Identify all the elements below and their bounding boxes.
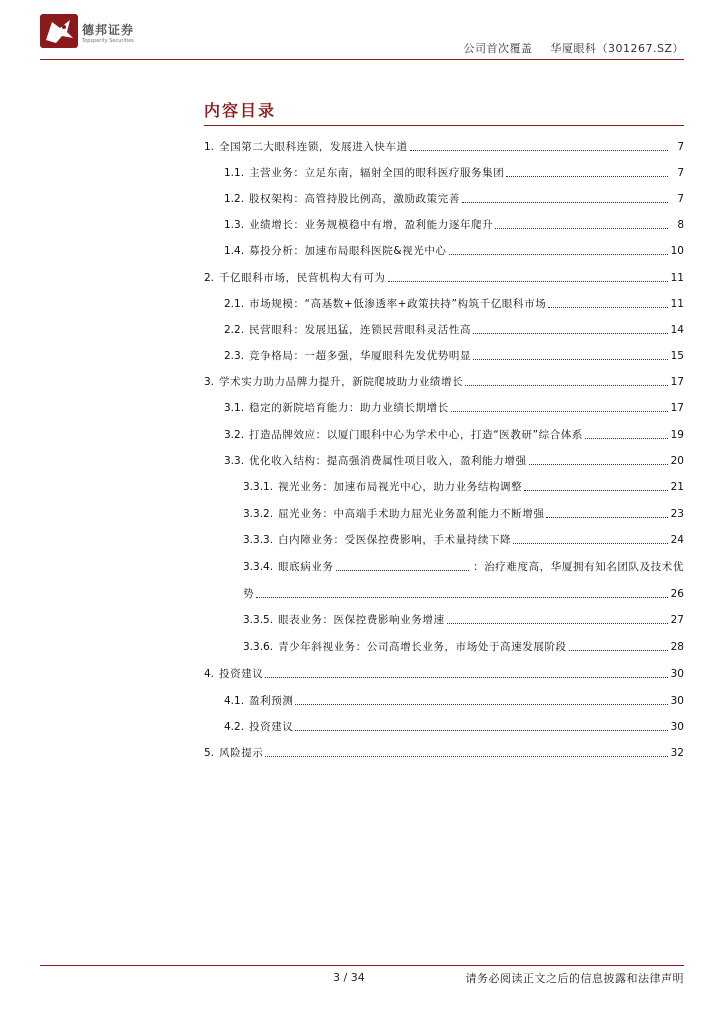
toc-entry-number: 3.	[204, 376, 215, 388]
toc-entry[interactable]	[243, 613, 684, 627]
toc-entry[interactable]	[243, 507, 684, 521]
toc-entry-text: 学术实力助力品牌力提升，新院爬坡助力业绩增长	[219, 376, 464, 388]
toc-leader	[524, 490, 668, 491]
toc-entry-wrapped[interactable]	[243, 560, 684, 574]
toc-entry-number: 1.1.	[224, 167, 245, 179]
toc-entry-text: 募投分析：加速布局眼科医院&视光中心	[249, 245, 447, 257]
toc-entry[interactable]	[204, 667, 684, 681]
toc-entry-number: 2.	[204, 272, 215, 284]
toc-leader	[465, 385, 668, 386]
toc-entry-page: 30	[670, 668, 684, 680]
toc-entry-page: 7	[677, 167, 684, 179]
toc-entry-page: 10	[670, 245, 684, 257]
toc-entry-number: 3.3.6.	[243, 641, 274, 653]
toc-leader	[473, 333, 668, 334]
toc-leader	[529, 464, 668, 465]
toc-entry[interactable]	[204, 140, 684, 154]
toc-leader	[546, 517, 668, 518]
toc-entry-text-continued: 势	[243, 588, 255, 600]
toc-entry-text: 股权架构：高管持股比例高，激励政策完善	[249, 193, 460, 205]
toc-entry-text: 千亿眼科市场，民营机构大有可为	[219, 272, 386, 284]
toc-entry[interactable]	[224, 428, 684, 442]
toc-entry-number: 1.	[204, 141, 215, 153]
toc-entry[interactable]	[224, 218, 684, 232]
toc-title: 内容目录	[204, 101, 277, 120]
toc-entry-number: 3.2.	[224, 429, 245, 441]
toc-leader	[265, 756, 668, 757]
toc-leader	[495, 228, 668, 229]
toc-entry[interactable]	[243, 640, 684, 654]
toc-entry-number: 4.2.	[224, 721, 245, 733]
toc-entry-page: 27	[670, 614, 684, 626]
toc-entry[interactable]	[224, 720, 684, 734]
toc-entry-number: 3.3.3.	[243, 534, 274, 546]
toc-leader	[462, 202, 668, 203]
toc-entry-page: 17	[670, 402, 684, 414]
toc-entry-page: 7	[677, 193, 684, 205]
toc-entry-text: 屈光业务：中高端手术助力屈光业务盈利能力不断增强	[278, 508, 545, 520]
toc-entry-number: 3.1.	[224, 402, 245, 414]
page-number: 3 / 34	[333, 971, 365, 984]
brand-name-en: Topsperity Securities	[82, 38, 134, 44]
toc-entry-page: 15	[670, 350, 684, 362]
toc-entry[interactable]	[224, 166, 684, 180]
toc-leader	[447, 623, 668, 624]
toc-entry-number: 3.3.2.	[243, 508, 274, 520]
company-name: 华厦眼科（301267.SZ）	[550, 42, 684, 55]
legal-disclaimer: 请务必阅读正文之后的信息披露和法律声明	[465, 972, 684, 985]
toc-entry-text: 稳定的新院培育能力：助力业绩长期增长	[249, 402, 449, 414]
toc-entry-page: 7	[677, 141, 684, 153]
toc-leader	[410, 150, 668, 151]
toc-leader	[585, 438, 668, 439]
toc-entry-page: 24	[670, 534, 684, 546]
toc-entry-text: 眼表业务：医保控费影响业务增速	[278, 614, 445, 626]
toc-entry-text-continued: ：治疗难度高，华厦拥有知名团队及技术优	[473, 561, 684, 573]
toc-leader	[569, 650, 668, 651]
toc-entry-page: 8	[677, 219, 684, 231]
toc-entry-page: 14	[670, 324, 684, 336]
toc-entry-number: 3.3.5.	[243, 614, 274, 626]
toc-entry-text: 青少年斜视业务：公司高增长业务，市场处于高速发展阶段	[278, 641, 567, 653]
toc-entry-text: 主营业务：立足东南，辐射全国的眼科医疗服务集团	[249, 167, 505, 179]
toc-entry[interactable]	[243, 533, 684, 547]
toc-entry-page: 23	[670, 508, 684, 520]
toc-entry-text: 优化收入结构：提高强消费属性项目收入，盈利能力增强	[249, 455, 527, 467]
toc-entry-page: 20	[670, 455, 684, 467]
toc-leader	[388, 281, 668, 282]
toc-entry-number: 3.3.4.	[243, 561, 274, 573]
footer-divider	[40, 965, 684, 966]
toc-entry-text: 白内障业务：受医保控费影响，手术量持续下降	[278, 534, 512, 546]
toc-leader	[295, 704, 668, 705]
toc-leader	[451, 411, 668, 412]
toc-entry-text: 竞争格局：一超多强，华厦眼科先发优势明显	[249, 350, 472, 362]
toc-entry-text: 视光业务：加速布局视光中心，助力业务结构调整	[278, 481, 523, 493]
toc-entry-page: 19	[670, 429, 684, 441]
toc-entry-text: 风险提示	[219, 747, 264, 759]
toc-entry[interactable]	[224, 349, 684, 363]
toc-entry-wrapped-line[interactable]	[243, 587, 684, 601]
toc-leader	[513, 543, 668, 544]
toc-entry-text: 民营眼科：发展迅猛，连锁民营眼科灵活性高	[249, 324, 472, 336]
toc-entry[interactable]	[224, 694, 684, 708]
toc-entry[interactable]	[224, 297, 684, 311]
toc-entry[interactable]	[243, 480, 684, 494]
toc-entry-page: 30	[670, 695, 684, 707]
toc-entry-page: 17	[670, 376, 684, 388]
toc-entry-page: 32	[670, 747, 684, 759]
toc-leader	[256, 597, 668, 598]
toc-entry-number: 4.1.	[224, 695, 245, 707]
toc-entry-number: 1.3.	[224, 219, 245, 231]
toc-entry-number: 3.3.1.	[243, 481, 274, 493]
toc-entry-page: 11	[670, 298, 684, 310]
toc-entry-number: 3.3.	[224, 455, 245, 467]
toc-entry[interactable]	[224, 323, 684, 337]
toc-entry-number: 2.1.	[224, 298, 245, 310]
toc-entry-number: 1.2.	[224, 193, 245, 205]
toc-leader	[548, 307, 668, 308]
toc-entry-text: 投资建议	[219, 668, 264, 680]
toc-entry[interactable]	[204, 271, 684, 285]
toc-entry[interactable]	[204, 375, 684, 389]
toc-entry-number: 1.4.	[224, 245, 245, 257]
toc-entry[interactable]	[224, 192, 684, 206]
toc-entry-page: 11	[670, 272, 684, 284]
toc-leader	[265, 677, 668, 678]
toc-entry-text: 眼底病业务	[278, 561, 334, 573]
toc-entry-text: 盈利预测	[249, 695, 294, 707]
brand-name-cn: 德邦证券	[82, 23, 135, 37]
toc-entry-page: 28	[670, 641, 684, 653]
toc-entry[interactable]	[224, 454, 684, 468]
toc-entry[interactable]	[224, 244, 684, 258]
toc-entry-number: 5.	[204, 747, 215, 759]
toc-entry-number: 2.3.	[224, 350, 245, 362]
toc-leader	[449, 254, 668, 255]
toc-entry-page: 21	[670, 481, 684, 493]
toc-entry-page: 30	[670, 721, 684, 733]
toc-leader	[506, 176, 668, 177]
toc-leader	[473, 359, 668, 360]
toc-entry-page: 26	[670, 588, 684, 600]
toc-entry-text: 全国第二大眼科连锁，发展进入快车道	[219, 141, 408, 153]
toc-leader	[295, 730, 668, 731]
toc-entry-text: 投资建议	[249, 721, 294, 733]
toc-entry-number: 4.	[204, 668, 215, 680]
toc-entry-text: 打造品牌效应：以厦门眼科中心为学术中心，打造“医教研”综合体系	[249, 429, 584, 441]
toc-entry[interactable]	[224, 401, 684, 415]
toc-leader	[336, 570, 470, 571]
toc-entry[interactable]	[204, 746, 684, 760]
toc-entry-number: 2.2.	[224, 324, 245, 336]
report-type: 公司首次覆盖	[463, 42, 533, 55]
toc-entry-text: 市场规模：“高基数+低渗透率+政策扶持”构筑千亿眼科市场	[249, 298, 547, 310]
toc-entry-text: 业绩增长：业务规模稳中有增，盈利能力逐年爬升	[249, 219, 494, 231]
